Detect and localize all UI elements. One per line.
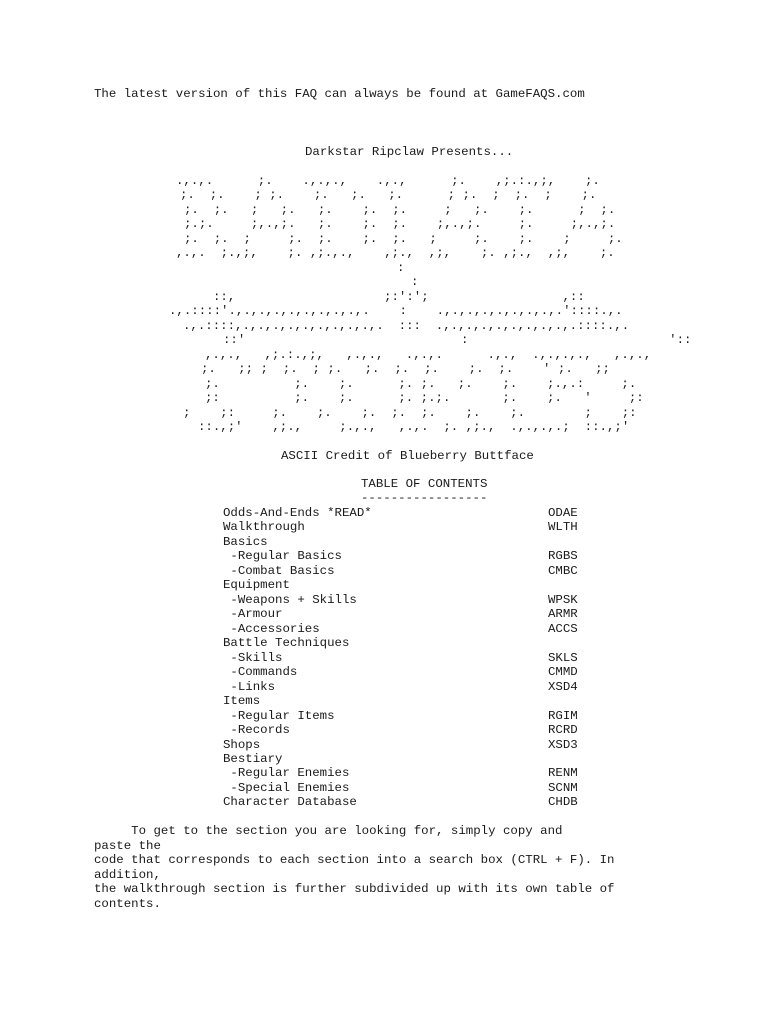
toc-entry-code: ARMR — [548, 607, 578, 622]
toc-entry-label: Odds-And-Ends *READ* — [223, 506, 372, 520]
toc-entry — [223, 781, 583, 795]
toc-entry-label: Equipment — [223, 578, 290, 593]
toc-entry-label: Character Database — [223, 795, 357, 810]
table-of-contents — [223, 506, 583, 810]
toc-entry — [223, 795, 583, 809]
toc-entry-label: -Regular Enemies — [223, 766, 350, 781]
toc-entry-code: CHDB — [548, 795, 578, 810]
toc-entry-code: SCNM — [548, 780, 578, 795]
toc-entry-code: WLTH — [548, 520, 578, 535]
toc-entry-label: -Regular Basics — [223, 549, 342, 564]
ascii-art-line: : — [397, 261, 405, 275]
toc-entry-label: Bestiary — [223, 751, 283, 766]
ascii-art-line: ;. ;. ; ;. ;. ;. ;. ; ;. ;. ; ;. — [184, 203, 616, 217]
toc-entry-code: ACCS — [548, 621, 578, 636]
toc-entry — [223, 752, 583, 766]
ascii-art-line: ;. ;. ; ;. ;. ;. ;. ; ;. ; ;. ; ;. — [180, 188, 597, 202]
toc-underline: ----------------- — [361, 491, 488, 505]
ascii-art-line: ;. ;. ;. ;. ;. ;. ;. ;.,.: ;. — [205, 377, 637, 391]
toc-entry-code: CMBC — [548, 563, 578, 578]
toc-entry — [223, 665, 583, 679]
toc-entry-code: XSD3 — [548, 737, 578, 752]
ascii-art-line: ; ;: ;. ;. ;. ;. ;. ;. ;. ; ;: — [183, 406, 637, 420]
toc-entry — [223, 564, 583, 578]
toc-title: TABLE OF CONTENTS — [361, 477, 488, 491]
toc-entry-code: RGBS — [548, 549, 578, 564]
toc-entry-label: Basics — [223, 534, 268, 549]
ascii-credit: ASCII Credit of Blueberry Buttface — [281, 449, 534, 463]
toc-entry-label: -Skills — [223, 650, 283, 665]
toc-entry — [223, 723, 583, 737]
toc-entry-label: -Armour — [223, 607, 283, 622]
toc-entry-code: RCRD — [548, 723, 578, 738]
presents-line: Darkstar Ripclaw Presents... — [305, 145, 514, 159]
toc-entry — [223, 549, 583, 563]
ascii-art-line: ;. ;. ; ;. ;. ;. ;. ; ;. ;. ; ;. — [184, 232, 623, 246]
toc-entry-label: -Regular Items — [223, 708, 335, 723]
ascii-art-line: ::.,;' ,;., ;.,., ,.,. ;. ,;., .,.,.,.; ::.,;' — [198, 420, 630, 434]
ascii-art-line: .,.::::,.,.,.,.,.,.,.,.,.,. ::: .,.,.,.,.,.,.,.,.,.::::.,. — [183, 319, 630, 333]
toc-entry — [223, 738, 583, 752]
ascii-art-line: ;.;. ;,.,;. ;. ;. ;. ;,.,;. ;. ;,.,;. — [184, 217, 616, 231]
toc-entry — [223, 709, 583, 723]
toc-entry — [223, 506, 583, 520]
toc-entry — [223, 766, 583, 780]
instructions-line: code that corresponds to each section into a search box (CTRL + F). In — [94, 853, 615, 868]
toc-entry — [223, 622, 583, 636]
ascii-art-line: ;: ;. ;. ;. ;.;. ;. ;. ' ;: — [205, 391, 644, 405]
ascii-art-line: .,.::::'.,.,.,.,.,.,.,.,.,. : .,.,.,.,.,.,.,.,.'::::.,. — [169, 304, 623, 318]
toc-entry-code: ODAE — [548, 506, 578, 520]
toc-entry-code: RGIM — [548, 708, 578, 723]
toc-entry-label: Shops — [223, 737, 261, 752]
toc-entry-code: WPSK — [548, 592, 578, 607]
toc-entry-code: SKLS — [548, 650, 578, 665]
ascii-art-line: .,.,. ;. .,.,., .,., ;. ,;.:.,;, ;. — [176, 174, 600, 188]
ascii-art-line: ,.,., ,;.:.,;, ,.,., .,.,. .,., .,.,.,., ,.,., — [205, 348, 652, 362]
toc-entry-code: XSD4 — [548, 679, 578, 694]
toc-entry-label: -Records — [223, 723, 290, 738]
ascii-art-line: ;. ;; ; ;. ; ;. ;. ;. ;. ;. ;. ' ;. ;; — [201, 362, 610, 376]
toc-entry — [223, 680, 583, 694]
toc-entry-code: RENM — [548, 766, 578, 781]
instructions-line: the walkthrough section is further subdivided up with its own table of — [94, 882, 615, 897]
header-note: The latest version of this FAQ can always be found at GameFAQS.com — [94, 87, 585, 101]
toc-entry-code: CMMD — [548, 665, 578, 680]
toc-entry — [223, 636, 583, 650]
ascii-art-line: ::, ;:':'; ,:: — [213, 290, 585, 304]
toc-entry-label: Walkthrough — [223, 520, 305, 535]
toc-entry-label: -Combat Basics — [223, 563, 335, 578]
toc-entry-label: Items — [223, 694, 261, 709]
toc-entry — [223, 578, 583, 592]
instructions-line: paste the — [94, 838, 161, 853]
toc-entry-label: -Links — [223, 679, 276, 694]
toc-entry — [223, 593, 583, 607]
toc-entry-label: -Weapons + Skills — [223, 592, 357, 607]
toc-entry — [223, 651, 583, 665]
ascii-art-line: : — [411, 275, 419, 289]
toc-entry-label: -Commands — [223, 665, 298, 680]
toc-entry — [223, 607, 583, 621]
instructions-line: To get to the section you are looking for, simply copy and — [94, 824, 563, 838]
ascii-art-line: ::' : ':: — [223, 333, 692, 347]
instructions-paragraph — [94, 824, 674, 912]
toc-entry-label: -Accessories — [223, 621, 320, 636]
toc-entry-label: -Special Enemies — [223, 780, 350, 795]
toc-entry-label: Battle Techniques — [223, 636, 350, 651]
ascii-art-line: ,.,. ;.,;, ;. ,;.,., ,;., ,;, ;. ,;., ,;, ;. — [176, 246, 615, 260]
toc-entry — [223, 535, 583, 549]
toc-entry — [223, 520, 583, 534]
instructions-line: contents. — [94, 896, 161, 911]
toc-entry — [223, 694, 583, 708]
instructions-line: addition, — [94, 867, 161, 882]
